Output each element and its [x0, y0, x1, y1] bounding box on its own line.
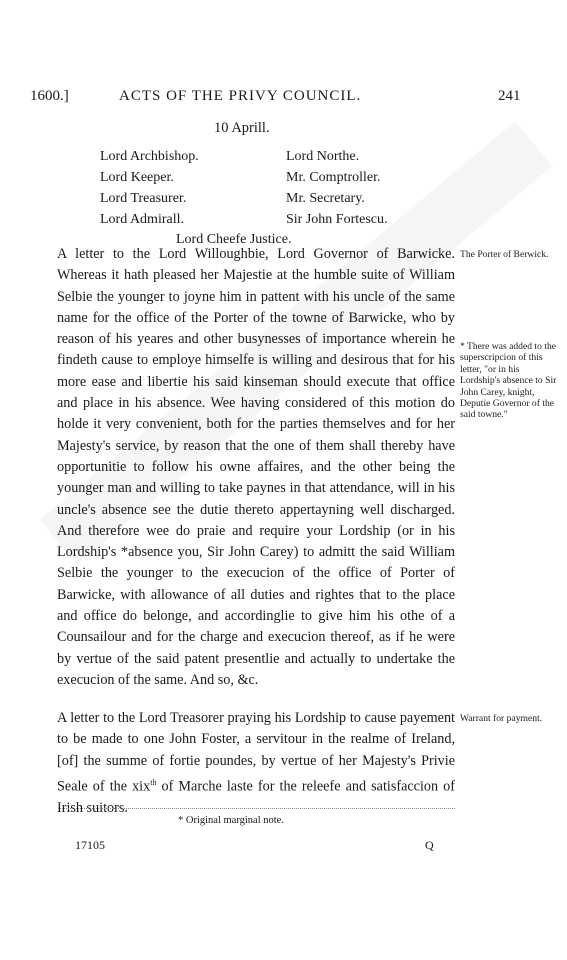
footnote: * Original marginal note. — [178, 815, 284, 826]
letter-willoughbie — [57, 244, 455, 691]
footnote-rule — [60, 808, 455, 809]
signature-number: 17105 — [75, 838, 105, 852]
margin-title-warrant: Warrant for payment. — [460, 713, 543, 724]
letter-treasorer — [57, 708, 455, 819]
letter-willoughbie-text: A letter to the Lord Willoughbie, Lord Governor of Barwicke. Whereas it hath pleased her Majestie at the humble suite of William Selbie the younger to joyne him in pattent with his uncle of the same name for the office of the Porter of the towne of Barwicke, who by reason of his yeares and other busynesses of importance wherein he findeth cause to employe himselfe is willing and desirous that for his more ease and libertie his said kinseman should execute that office and place in his absence. Wee having considered of this motion do holde it very convenient, both for the parties themselves and for her Majesty's service, by reason that the one of them shall thereby have opportunitie to follow his owne affaires, and the other being the younger man and willing to take paynes in that attendance, will in his uncle's absence see the dutie thereto appertayning well discharged. And therefore wee do praie and require your Lordship (or in his Lordship's *absence you, Sir John Carey) to admitt the said William Selbie the younger to the execucion of the office of Porter of Barwicke, with allowance of all duties and rightes that to the place and office do belonge, and accordinglie to give him his othe of a Counsailour and for the charge and execucion thereof, as if he were by vertue of the said patent presentlie and actually to undertake the execucion of the same. And so, &c. — [57, 246, 455, 688]
letter-text-part: of Marche laste for the releefe and satisfaccion of Irish suitors. — [57, 778, 455, 816]
meeting-date: 10 Aprill. — [214, 120, 270, 136]
attendee: Lord Archbishop. — [100, 149, 199, 164]
letter-text-part: A letter to the Lord Treasorer praying his Lordship to cause payement to be made to one John Foster, a servitour in the realme of Ireland, [of] the summe of fortie poundes, by vertue of her Majesty's Privie Seale of the xix — [57, 710, 455, 795]
attendee: Lord Treasurer. — [100, 191, 187, 206]
attendee: Lord Northe. — [286, 149, 360, 164]
attendee: Mr. Comptroller. — [286, 170, 381, 185]
header-title: ACTS OF THE PRIVY COUNCIL. — [119, 88, 362, 104]
margin-title-porter: The Porter of Berwick. — [460, 249, 549, 260]
ordinal-suffix: th — [150, 777, 157, 787]
attendee: Lord Admirall. — [100, 212, 184, 227]
margin-note-superscription: * There was added to the superscripcion of this letter, "or in his Lordship's absence to Sir John Carey, knight, Deputie Governor of the said towne." — [460, 341, 557, 421]
page-number: 241 — [498, 88, 521, 104]
attendee: Lord Keeper. — [100, 170, 174, 185]
attendee: Lord Cheefe Justice. — [176, 232, 292, 247]
attendee: Sir John Fortescu. — [286, 212, 388, 227]
letter-treasorer-text — [57, 708, 455, 819]
header-year: 1600.] — [30, 88, 69, 104]
signature-letter: Q — [425, 838, 434, 852]
attendee: Mr. Secretary. — [286, 191, 365, 206]
